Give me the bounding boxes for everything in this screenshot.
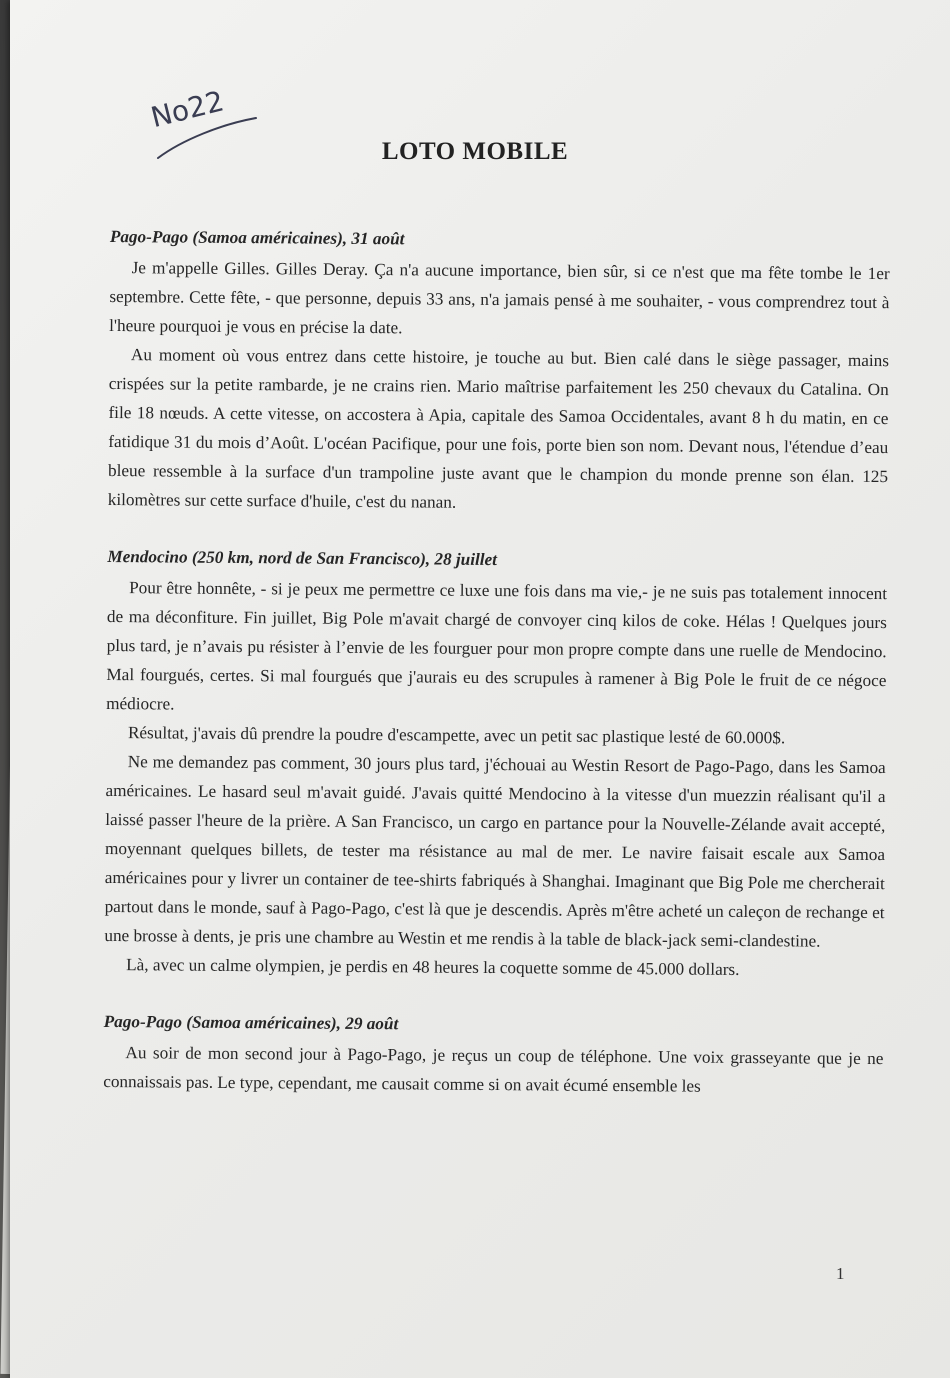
page-number: 1 [836, 1264, 845, 1283]
document-page [10, 0, 950, 1378]
paragraph: Au soir de mon second jour à Pago-Pago, je reçus un coup de téléphone. Une voix grasseyante que je ne connaissais pas. Le type, cependant, me causait comme si on avait écumé ensemble les [103, 1043, 884, 1096]
paragraph: Au moment où vous entrez dans cette histoire, je touche au but. Bien calé dans le siège passager, mains crispées sur la petite rambarde, je ne crains rien. Mario maîtrise parfaitement les 250 chevaux du Catalina. On file 18 nœuds. A cette vitesse, on accostera à Apia, capitale des Samoa Occidentales, avant 8 h du matin, en ce fatidique 31 du mois d’Août. L'océan Pacifique, pour une fois, porte bien son nom. Devant nous, l'étendue d’eau bleue ressemble à la surface d'un trampoline juste avant que le champion du monde prenne son élan. 125 kilomètres sur cette surface d'huile, c'est du nanan. [107, 345, 890, 512]
section-pago-pago-29-aout [103, 1007, 884, 1102]
section-heading: Pago-Pago (Samoa américaines), 29 août [103, 1011, 399, 1034]
paragraph: Pour être honnête, - si je peux me permettre ce luxe une fois dans ma vie,- je ne suis pas totalement innocent de ma déconfiture. Fin juillet, Big Pole m'avait chargé de convoyer cinq kilos de coke. Hélas ! Quelques jours plus tard, je n’avais pu résister à l’envie de les fourguer pour mon propre compte dans une ruelle de Mendocino. Mal fourgués, certes. Si mal fourgués que j'aurais eu des scrupules à ramener à Big Pole le fruit de ce négoce médiocre. [106, 578, 888, 714]
document-title: LOTO MOBILE [381, 138, 569, 165]
paragraph: Ne me demandez pas comment, 30 jours plus tard, j'échouai au Westin Resort de Pago-Pago, dans les Samoa américaines. Le hasard seul m'avait guidé. J'avais quitté Mendocino à la vitesse d'un muezzin réalisant qu'il a laissé passer l'heure de la prière. A San Francisco, un cargo en partance pour la Nouvelle-Zélande avait accepté, moyennant quelques billets, de tester ma résistance au mal de mer. Le navire faisait escale aux Samoa américaines pour y livrer un container de tee-shirts fabriqués à Shanghai. Imaginant que Big Pole me chercherait partout dans le monde, sauf à Pago-Pago, c'est là que je descendis. Après m'être acheté un caleçon de rechange et une brosse à dents, je pris une chambre au Westin et me rendis à la table de black-jack semi-clandestine. [104, 752, 886, 951]
paragraph: Résultat, j'avais dû prendre la poudre d'escampette, avec un petit sac plastique lesté de 60.000$. [127, 723, 786, 748]
section-heading: Pago-Pago (Samoa américaines), 31 août [109, 226, 405, 249]
paragraph: Là, avec un calme olympien, je perdis en 48 heures la coquette somme de 45.000 dollars. [126, 955, 740, 979]
section-heading: Mendocino (250 km, nord de San Francisco), 28 juillet [107, 546, 498, 570]
paragraph: Je m'appelle Gilles. Gilles Deray. Ça n'a aucune importance, bien sûr, si ce n'est que ma fête tombe le 1er septembre. Cette fête, - que personne, depuis 33 ans, n'a jamais pensé à me souhaiter, - vous comprendrez tout à l'heure pourquoi je vous en précise la date. [109, 258, 890, 338]
document-body [103, 222, 890, 1130]
section-pago-pago-31-aout [108, 222, 890, 520]
section-mendocino-28-juillet [104, 542, 887, 985]
handwritten-label: No22 [147, 84, 228, 135]
